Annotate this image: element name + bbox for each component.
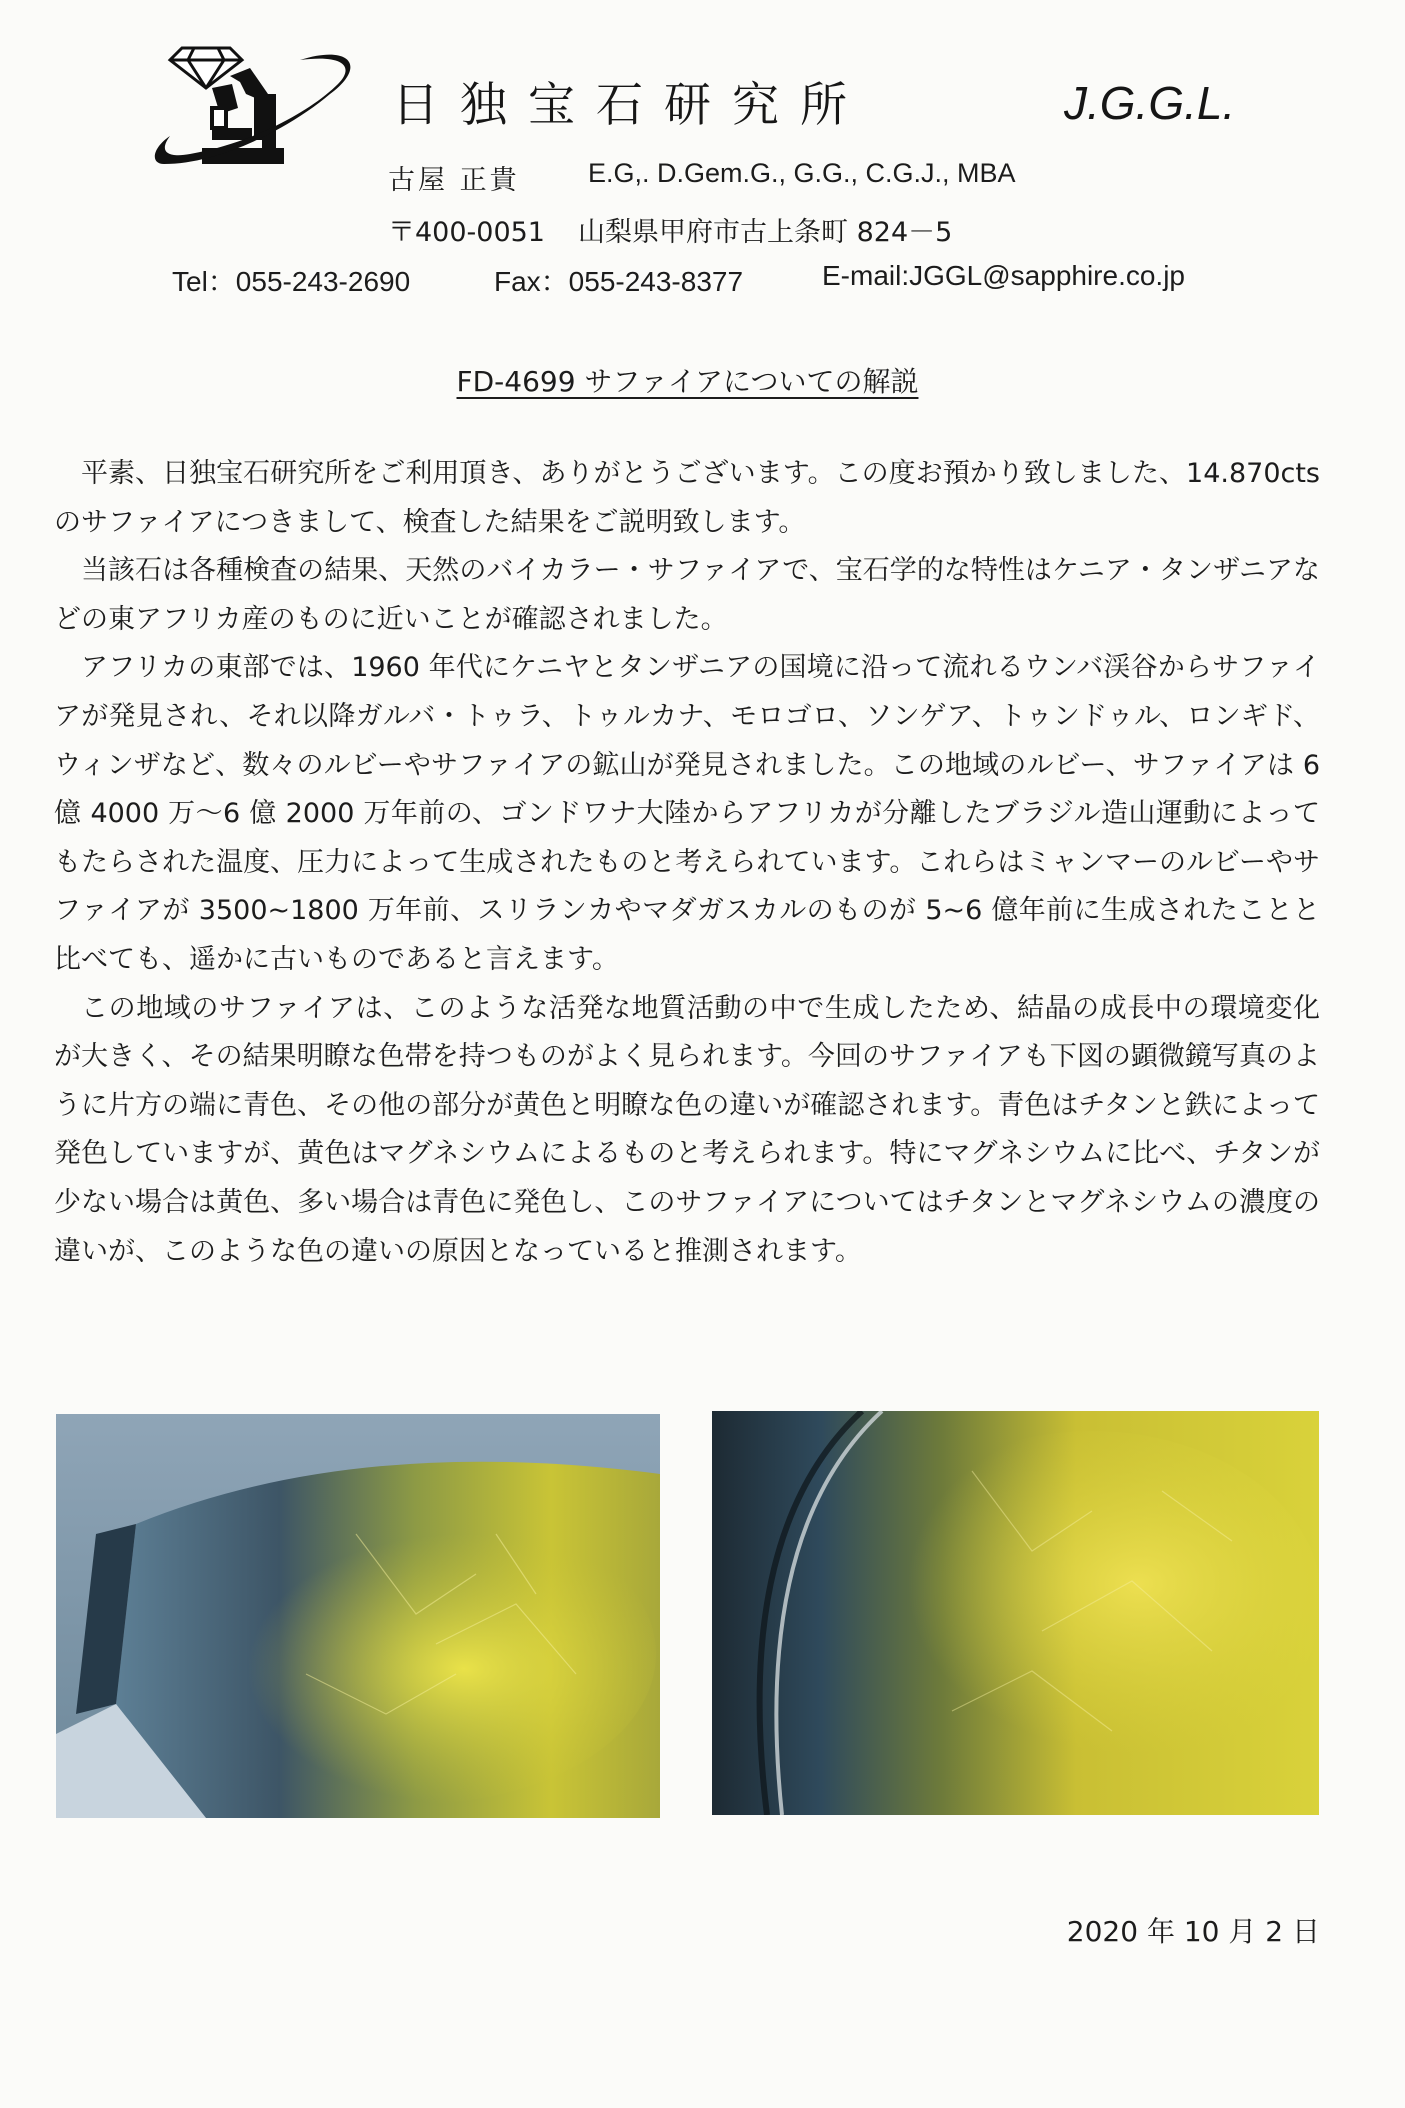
- contact-line: [172, 260, 1322, 296]
- document-body: [54, 450, 1320, 1276]
- diamond-icon: [170, 48, 242, 88]
- jggl-logo: [150, 36, 365, 196]
- person-line: [388, 158, 1016, 197]
- org-abbreviation: J.G.G.L.: [1064, 77, 1236, 129]
- paragraph-origin: アフリカの東部では、1960 年代にケニヤとタンザニアの国境に沿って流れるウンバ渓谷からサファイアが発見され、それ以降ガルバ・トゥラ、トゥルカナ、モロゴロ、ソンゲア、トゥンドゥル、ロンギド、ウィンザなど、数々のルビーやサファイアの鉱山が発見されました。この地域のルビー、サファイアは 6 億 4000 万～6 億 2000 万年前の、ゴンドワナ大陸からアフリカが分離したブラジル造山運動によってもたらされた温度、圧力によって生成されたものと考えられています。これらはミャンマーのルビーやサファイアが 3500~1800 万年前、スリランカやマダガスカルのものが 5~6 億年前に生成されたことと比べても、遥かに古いものであると言えます。: [54, 652, 1320, 975]
- address-line: [388, 210, 953, 249]
- micrograph-photo-1: [56, 1414, 660, 1818]
- paragraph-result: 当該石は各種検査の結果、天然のバイカラー・サファイアで、宝石学的な特性はケニア・タンザニアなどの東アフリカ産のものに近いことが確認されました。: [54, 555, 1320, 635]
- person-credentials: E.G,. D.Gem.G., G.G., C.G.J., MBA: [588, 158, 1016, 188]
- fax-number: Fax：055-243-8377: [494, 266, 744, 297]
- email-address: E-mail:JGGL@sapphire.co.jp: [822, 260, 1186, 291]
- postal-code: 〒400-0051: [388, 217, 545, 248]
- tel-number: Tel：055-243-2690: [172, 266, 411, 297]
- document-title-text: FD-4699 サファイアについての解説: [456, 365, 919, 398]
- document-title: [0, 360, 1375, 400]
- micrograph-photo-2: [712, 1411, 1319, 1815]
- street-address: 山梨県甲府市古上条町 824－5: [578, 217, 953, 248]
- person-name: 古屋 正貴: [388, 165, 520, 196]
- document-date: 2020 年 10 月 2 日: [1066, 1915, 1320, 1948]
- paragraph-color-zoning: この地域のサファイアは、このような活発な地質活動の中で生成したため、結晶の成長中の環境変化が大きく、その結果明瞭な色帯を持つものがよく見られます。今回のサファイアも下図の顕微鏡写真のように片方の端に青色、その他の部分が黄色と明瞭な色の違いが確認されます。青色はチタンと鉄によって発色していますが、黄色はマグネシウムによるものと考えられます。特にマグネシウムに比べ、チタンが少ない場合は黄色、多い場合は青色に発色し、このサファイアについてはチタンとマグネシウムの濃度の違いが、このような色の違いの原因となっていると推測されます。: [54, 992, 1320, 1267]
- org-name: 日独宝石研究所: [392, 78, 868, 133]
- paragraph-greeting: 平素、日独宝石研究所をご利用頂き、ありがとうございます。この度お預かり致しました、14.870cts のサファイアにつきまして、検査した結果をご説明致します。: [54, 458, 1320, 538]
